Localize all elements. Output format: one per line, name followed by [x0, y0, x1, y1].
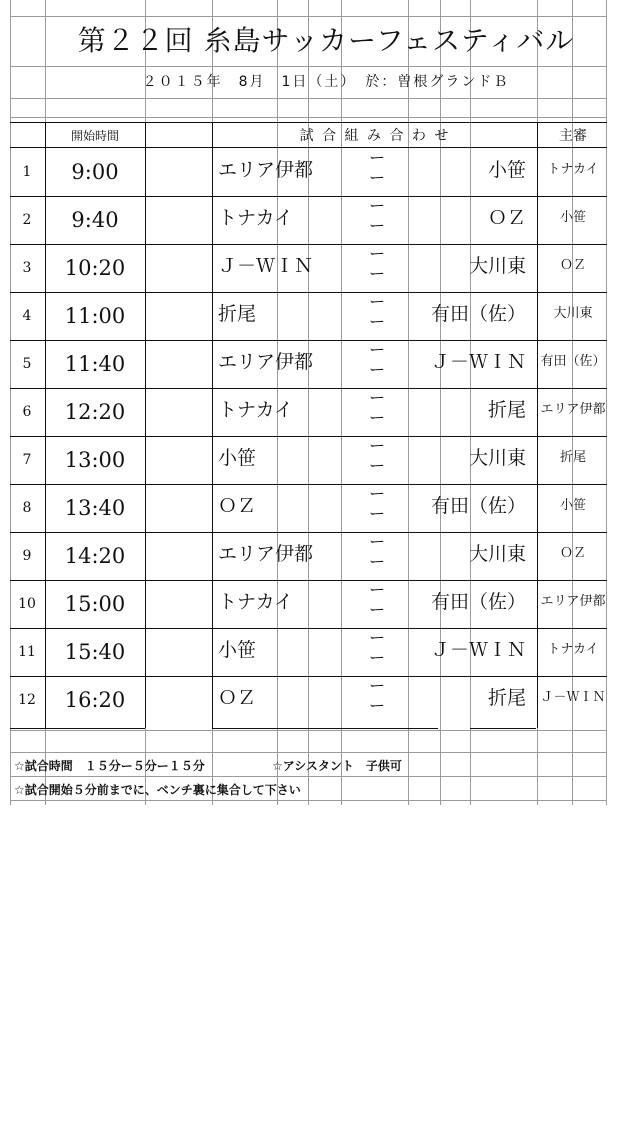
versus-mark [366, 484, 388, 532]
match-row [0, 532, 640, 580]
match-time: 13:00 [64, 448, 126, 472]
away-team: Ｊ－ＷＩＮ [430, 639, 526, 661]
versus-line-top: ー [368, 580, 385, 599]
referee-team: 小笹 [559, 498, 586, 513]
match-row [0, 196, 640, 244]
grid-row-line [10, 752, 607, 753]
away-team: 大川東 [468, 447, 526, 469]
match-number: 4 [22, 308, 32, 324]
match-row [0, 340, 640, 388]
away-team: ＯＺ [487, 207, 526, 229]
versus-line-top: ー [368, 148, 385, 167]
match-time: 14:20 [64, 544, 126, 568]
referee-team: ＯＺ [559, 258, 586, 273]
versus-mark [366, 628, 388, 676]
match-row [0, 484, 640, 532]
away-team: 折尾 [487, 399, 526, 421]
match-row [0, 148, 640, 196]
away-team: 折尾 [487, 687, 526, 709]
versus-mark [366, 388, 388, 436]
match-time: 16:20 [64, 688, 126, 712]
away-team: 大川東 [468, 255, 526, 277]
versus-line-bottom: ー [368, 264, 385, 283]
grid-row-line [10, 800, 607, 801]
match-number: 10 [18, 596, 36, 612]
match-number: 12 [18, 692, 36, 708]
match-row [0, 628, 640, 676]
match-time: 11:00 [64, 304, 126, 328]
row-border [212, 728, 438, 729]
match-time: 13:40 [64, 496, 126, 520]
header-border [10, 122, 607, 123]
event-date-venue: ２０１５年 8月 1日（土） 於：曽根グランドＢ [142, 74, 510, 90]
referee-team: Ｊ－ＷＩＮ [540, 690, 606, 705]
match-row [0, 388, 640, 436]
referee-team: トナカイ [547, 642, 599, 657]
versus-mark [366, 580, 388, 628]
versus-line-top: ー [368, 292, 385, 311]
versus-mark [366, 244, 388, 292]
header-matchups: 試 合 組 み 合 わ せ [299, 128, 451, 144]
home-team: 折尾 [218, 303, 257, 325]
match-time: 10:20 [64, 256, 126, 280]
versus-mark [366, 532, 388, 580]
header-referee: 主審 [559, 128, 587, 144]
versus-mark [366, 292, 388, 340]
versus-line-top: ー [368, 244, 385, 263]
home-team: トナカイ [218, 591, 294, 613]
versus-line-top: ー [368, 676, 385, 695]
versus-line-top: ー [368, 532, 385, 551]
note-assistant: ☆アシスタント 子供可 [272, 759, 402, 773]
versus-line-bottom: ー [368, 456, 385, 475]
match-row [0, 244, 640, 292]
page-title: 第２２回 糸島サッカーフェスティバル [77, 24, 575, 57]
away-team: 大川東 [468, 543, 526, 565]
versus-line-top: ー [368, 388, 385, 407]
referee-team: ＯＺ [559, 546, 586, 561]
versus-mark [366, 196, 388, 244]
away-team: 有田（佐） [430, 591, 526, 613]
versus-mark [366, 676, 388, 724]
match-row [0, 436, 640, 484]
referee-team: 有田（佐） [540, 354, 606, 369]
home-team: 小笹 [218, 639, 257, 661]
match-number: 11 [18, 644, 36, 660]
home-team: エリア伊都 [218, 159, 314, 181]
match-time: 15:40 [64, 640, 126, 664]
home-team: Ｊ－ＷＩＮ [218, 255, 314, 277]
match-time: 9:00 [71, 160, 119, 184]
grid-row-line [10, 730, 607, 731]
match-number: 2 [22, 212, 32, 228]
referee-team: 折尾 [559, 450, 586, 465]
match-number: 7 [22, 452, 32, 468]
note-gather: ☆試合開始５分前までに、ベンチ裏に集合して下さい [14, 783, 301, 797]
versus-mark [366, 148, 388, 196]
referee-team: トナカイ [547, 162, 599, 177]
versus-line-top: ー [368, 484, 385, 503]
match-time: 15:00 [64, 592, 126, 616]
versus-line-bottom: ー [368, 312, 385, 331]
referee-team: エリア伊都 [540, 594, 606, 609]
versus-line-top: ー [368, 628, 385, 647]
match-row [0, 580, 640, 628]
home-team: トナカイ [218, 399, 294, 421]
referee-team: 小笹 [559, 210, 586, 225]
away-team: 小笹 [487, 159, 526, 181]
referee-team: 大川東 [553, 306, 593, 321]
versus-line-bottom: ー [368, 504, 385, 523]
away-team: Ｊ－ＷＩＮ [430, 351, 526, 373]
header-start-time: 開始時間 [70, 129, 119, 143]
versus-line-bottom: ー [368, 600, 385, 619]
match-number: 3 [22, 260, 32, 276]
versus-line-bottom: ー [368, 216, 385, 235]
row-border [470, 728, 536, 729]
row-border [10, 728, 145, 729]
grid-row-line [10, 16, 607, 17]
match-time: 9:40 [71, 208, 119, 232]
versus-line-bottom: ー [368, 552, 385, 571]
versus-line-bottom: ー [368, 168, 385, 187]
match-number: 8 [22, 500, 32, 516]
grid-row-line [10, 98, 607, 99]
match-time: 11:40 [64, 352, 126, 376]
match-number: 1 [22, 164, 32, 180]
match-number: 5 [22, 356, 32, 372]
versus-line-bottom: ー [368, 408, 385, 427]
versus-line-bottom: ー [368, 648, 385, 667]
away-team: 有田（佐） [430, 303, 526, 325]
away-team: 有田（佐） [430, 495, 526, 517]
home-team: ＯＺ [218, 495, 257, 517]
home-team: 小笹 [218, 447, 257, 469]
grid-row-line [10, 66, 607, 67]
versus-line-top: ー [368, 436, 385, 455]
note-match-time: ☆試合時間 １５分ー５分ー１５分 [14, 759, 205, 773]
match-number: 6 [22, 404, 32, 420]
match-row [0, 292, 640, 340]
versus-mark [366, 340, 388, 388]
versus-line-top: ー [368, 196, 385, 215]
home-team: トナカイ [218, 207, 294, 229]
home-team: エリア伊都 [218, 351, 314, 373]
home-team: エリア伊都 [218, 543, 314, 565]
home-team: ＯＺ [218, 687, 257, 709]
versus-mark [366, 436, 388, 484]
grid-row-line [10, 117, 607, 118]
versus-line-top: ー [368, 340, 385, 359]
versus-line-bottom: ー [368, 360, 385, 379]
match-row [0, 676, 640, 724]
match-number: 9 [22, 548, 32, 564]
grid-row-line [10, 776, 607, 777]
versus-line-bottom: ー [368, 696, 385, 715]
referee-team: エリア伊都 [540, 402, 606, 417]
match-time: 12:20 [64, 400, 126, 424]
